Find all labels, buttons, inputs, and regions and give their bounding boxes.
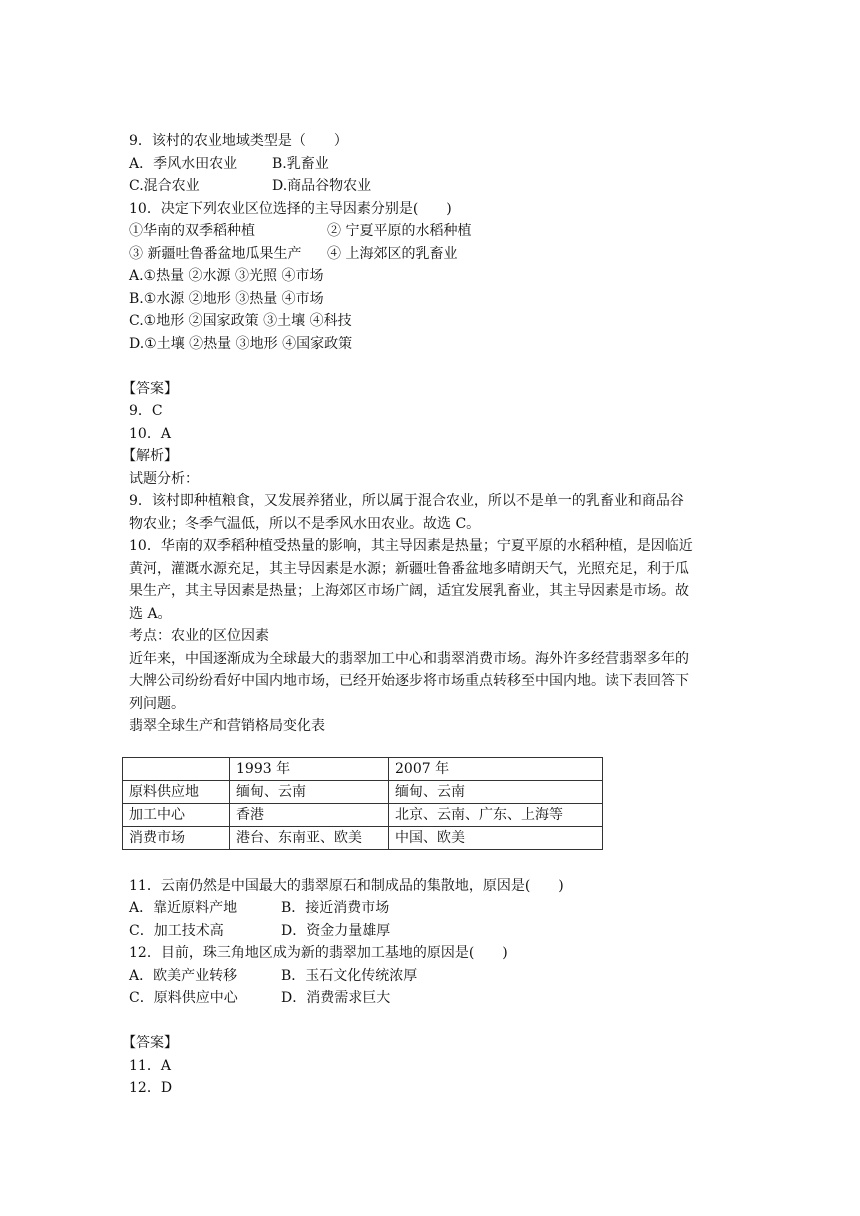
q12-options-row1 (129, 966, 418, 988)
q10-item-2: ② 宁夏平原的水稻种植 (327, 223, 472, 239)
analysis-9-line2: 物农业；冬季气温低，所以不是季风水田农业。故选 C。 (129, 516, 481, 532)
table-header-cell: 2007 年 (389, 758, 603, 781)
table-header-cell (123, 758, 230, 781)
q10-items-row1 (129, 221, 472, 243)
analysis-kaodian: 考点：农业的区位因素 (129, 628, 269, 644)
q10-option-b: B.①水源 ②地形 ③热量 ④市场 (129, 291, 324, 307)
q12-options-row2 (129, 988, 391, 1010)
q11-stem: 11．云南仍然是中国最大的翡翠原石和制成品的集散地，原因是( ) (129, 878, 564, 894)
analysis-10-line2: 黄河，灌溉水源充足，其主导因素是水源；新疆吐鲁番盆地多晴朗天气，光照充足，利于瓜 (129, 561, 689, 577)
q11-option-b: B．接近消费市场 (281, 900, 390, 916)
q12-option-a: A．欧美产业转移 (129, 968, 238, 984)
q10-item-1: ①华南的双季稻种植 (129, 223, 255, 239)
q11-option-d: D．资金力量雄厚 (281, 923, 391, 939)
q9-option-b: B.乳畜业 (272, 156, 329, 172)
table-header-row (123, 758, 603, 781)
q10-option-d: D.①土壤 ②热量 ③地形 ④国家政策 (129, 336, 353, 352)
answer-10: 10．A (129, 426, 171, 442)
q12-option-c: C．原料供应中心 (129, 990, 238, 1006)
table-cell: 缅甸、云南 (230, 781, 389, 804)
analysis-10-line1: 10．华南的双季稻种植受热量的影响，其主导因素是热量；宁夏平原的水稻种植，是因临近 (129, 538, 693, 554)
jade-layout-table (122, 757, 603, 850)
analysis-subtitle: 试题分析： (129, 471, 199, 487)
q11-options-row2 (129, 921, 391, 943)
passage-line3: 列问题。 (129, 696, 185, 712)
q12-option-b: B．玉石文化传统浓厚 (281, 968, 418, 984)
q11-option-c: C．加工技术高 (129, 923, 224, 939)
answer-9: 9．C (129, 403, 163, 419)
q10-option-c: C.①地形 ②国家政策 ③土壤 ④科技 (129, 313, 352, 329)
q11-options-row1 (129, 898, 390, 920)
q9-options-row2 (129, 176, 372, 198)
table-cell: 消费市场 (123, 827, 230, 850)
answer-heading: 【答案】 (122, 381, 178, 397)
passage-line1: 近年来，中国逐渐成为全球最大的翡翠加工中心和翡翠消费市场。海外许多经营翡翠多年的 (129, 651, 689, 667)
q12-stem: 12．目前，珠三角地区成为新的翡翠加工基地的原因是( ) (129, 945, 508, 961)
q11-option-a: A．靠近原料产地 (129, 900, 238, 916)
table-cell: 北京、云南、广东、上海等 (389, 804, 603, 827)
table-row (123, 827, 603, 850)
table-cell: 加工中心 (123, 804, 230, 827)
table-cell: 缅甸、云南 (389, 781, 603, 804)
q10-item-4: ④ 上海郊区的乳畜业 (327, 246, 458, 262)
q10-option-a: A.①热量 ②水源 ③光照 ④市场 (129, 268, 324, 284)
answer-heading-2: 【答案】 (122, 1035, 178, 1051)
table-cell: 中国、欧美 (389, 827, 603, 850)
answer-11: 11．A (129, 1058, 171, 1074)
q9-option-a: A．季风水田农业 (129, 156, 238, 172)
table-cell: 原料供应地 (123, 781, 230, 804)
table-cell: 港台、东南亚、欧美 (230, 827, 389, 850)
q9-stem: 9．该村的农业地域类型是（ ） (129, 133, 348, 149)
q9-options-row1 (129, 154, 329, 176)
table-header-cell: 1993 年 (230, 758, 389, 781)
q9-option-d: D.商品谷物农业 (272, 178, 372, 194)
table-cell: 香港 (230, 804, 389, 827)
q10-stem: 10．决定下列农业区位选择的主导因素分别是( ) (129, 201, 452, 217)
analysis-10-line3: 果生产，其主导因素是热量；上海郊区市场广阔，适宜发展乳畜业，其主导因素是市场。故 (129, 583, 689, 599)
analysis-9-line1: 9．该村即种植粮食，又发展养猪业，所以属于混合农业，所以不是单一的乳畜业和商品谷 (129, 493, 684, 509)
passage-line2: 大牌公司纷纷看好中国内地市场，已经开始逐步将市场重点转移至中国内地。读下表回答下 (129, 673, 689, 689)
q10-item-3: ③ 新疆吐鲁番盆地瓜果生产 (129, 246, 302, 262)
q9-option-c: C.混合农业 (129, 178, 200, 194)
table-row (123, 781, 603, 804)
q10-items-row2 (129, 244, 458, 266)
analysis-heading: 【解析】 (122, 448, 178, 464)
table-title: 翡翠全球生产和营销格局变化表 (129, 718, 325, 734)
q12-option-d: D．消费需求巨大 (281, 990, 391, 1006)
analysis-10-line4: 选 A。 (129, 606, 172, 622)
table-row (123, 804, 603, 827)
answer-12: 12．D (129, 1080, 173, 1096)
